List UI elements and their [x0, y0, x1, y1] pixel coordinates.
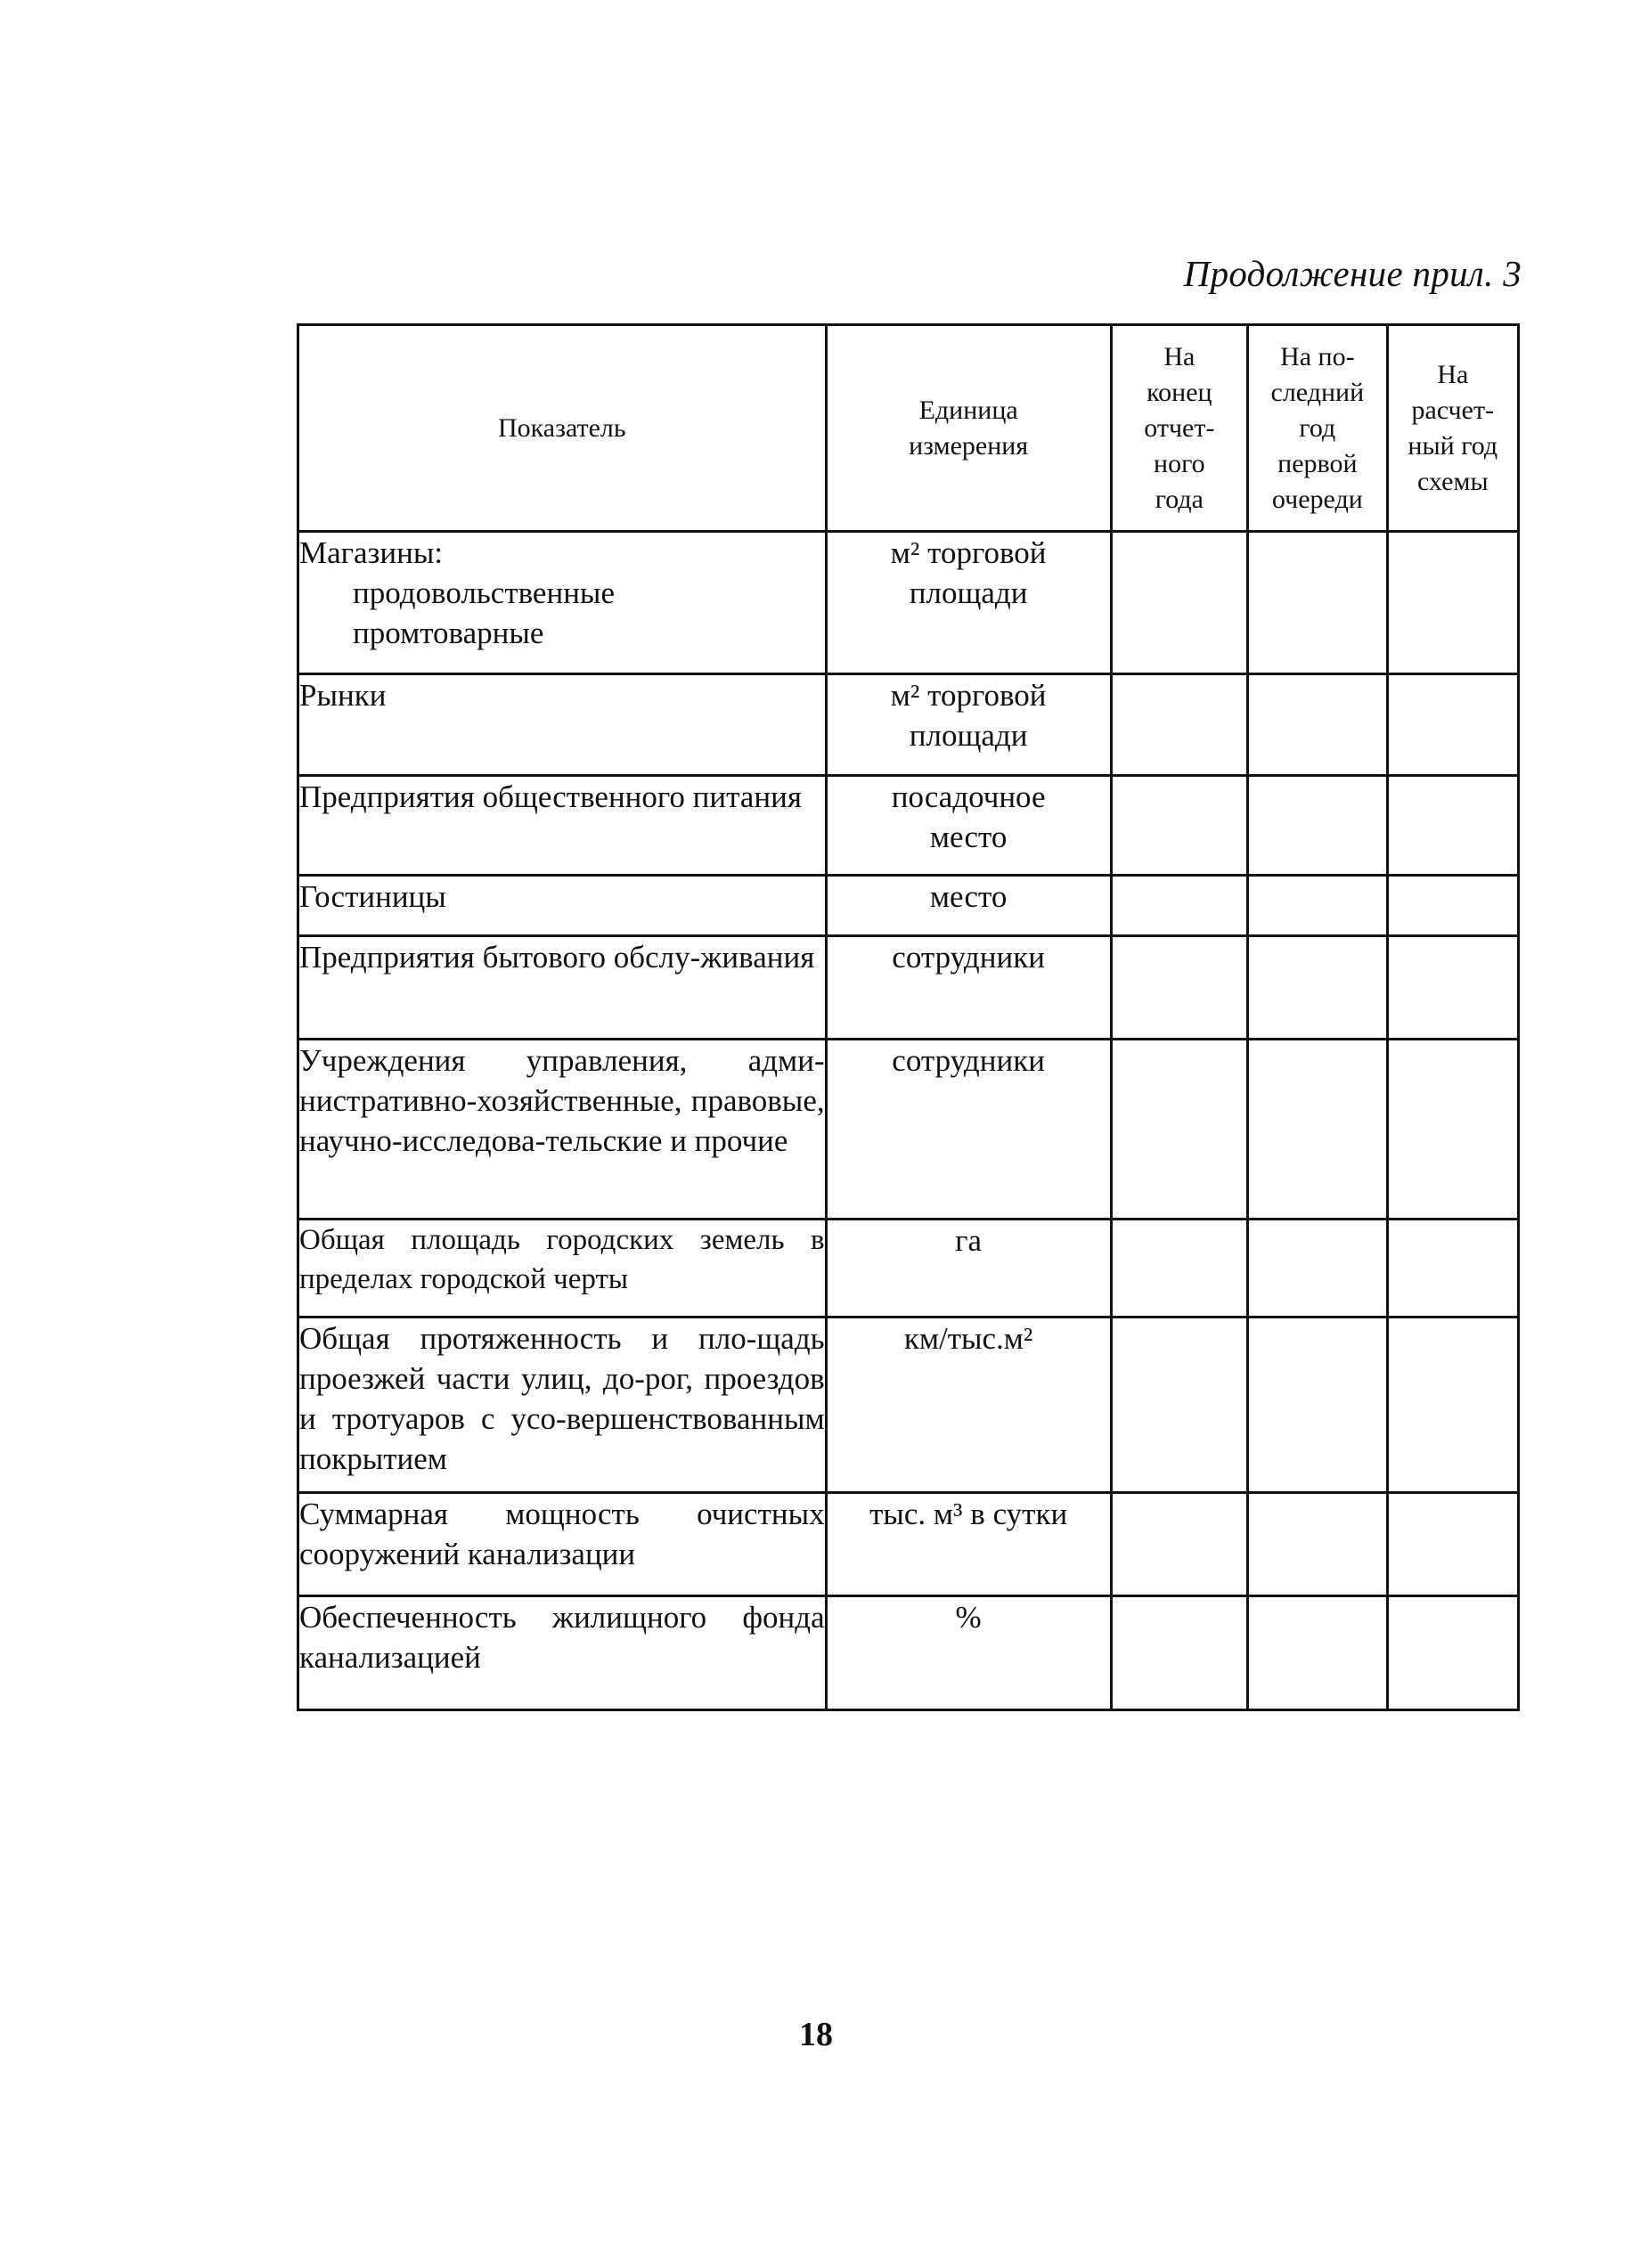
- cell-end-of-year: [1111, 1220, 1247, 1318]
- row-indicator: Общая протяженность и пло-щадь проезжей части улиц, до-рог, проездов и тротуаров с усо-вершенствованным покрытием: [298, 1318, 827, 1493]
- row-indicator-subline: промтоварные: [353, 616, 544, 650]
- header-first-stage-line: На по-: [1280, 341, 1355, 371]
- cell-end-of-year: [1111, 776, 1247, 876]
- cell-first-stage: [1248, 876, 1387, 936]
- cell-first-stage: [1248, 532, 1387, 674]
- cell-first-stage: [1248, 1318, 1387, 1493]
- row-indicator: Суммарная мощность очистных сооружений канализации: [298, 1493, 827, 1596]
- cell-first-stage: [1248, 674, 1387, 776]
- cell-design-year: [1387, 1220, 1518, 1318]
- page-number: 18: [799, 2016, 833, 2053]
- cell-first-stage: [1248, 936, 1387, 1040]
- header-unit-line: Единица: [918, 395, 1018, 425]
- cell-first-stage: [1248, 1220, 1387, 1318]
- cell-end-of-year: [1111, 1318, 1247, 1493]
- row-indicator: Общая площадь городских земель в пределах городской черты: [298, 1220, 827, 1318]
- row-unit: га: [826, 1220, 1111, 1318]
- row-unit: [826, 776, 1111, 876]
- cell-first-stage: [1248, 776, 1387, 876]
- cell-design-year: [1387, 1318, 1518, 1493]
- cell-design-year: [1387, 876, 1518, 936]
- header-first-stage: [1248, 325, 1387, 532]
- table-row: [298, 1493, 1519, 1596]
- header-indicator-label: Показатель: [498, 412, 626, 443]
- table-row: [298, 776, 1519, 876]
- header-first-stage-line: следний: [1270, 377, 1365, 407]
- header-first-stage-line: год: [1299, 412, 1336, 443]
- cell-end-of-year: [1111, 936, 1247, 1040]
- row-indicator: Учреждения управления, адми-нистративно-хозяйственные, правовые, научно-исследова-тельские и прочие: [298, 1040, 827, 1220]
- row-unit: место: [826, 876, 1111, 936]
- row-indicator-line: Магазины:: [299, 535, 444, 570]
- row-unit: [826, 532, 1111, 674]
- cell-design-year: [1387, 674, 1518, 776]
- cell-end-of-year: [1111, 876, 1247, 936]
- row-unit: км/тыс.м²: [826, 1318, 1111, 1493]
- row-unit-line: посадочное: [891, 779, 1046, 814]
- header-end-of-year-line: конец: [1146, 377, 1212, 407]
- row-unit: %: [826, 1596, 1111, 1710]
- row-unit-line: место: [929, 820, 1008, 854]
- cell-end-of-year: [1111, 1040, 1247, 1220]
- row-unit-line: площади: [909, 575, 1028, 610]
- table-row: [298, 1318, 1519, 1493]
- cell-first-stage: [1248, 1040, 1387, 1220]
- table-caption: Продолжение прил. 3: [1183, 253, 1522, 294]
- header-first-stage-line: первой: [1277, 448, 1358, 478]
- table-row: [298, 1596, 1519, 1710]
- row-unit: сотрудники: [826, 1040, 1111, 1220]
- header-first-stage-line: очереди: [1271, 484, 1363, 514]
- header-design-year-line: расчет-: [1411, 395, 1495, 425]
- row-indicator: Рынки: [298, 674, 827, 776]
- header-end-of-year-line: года: [1155, 484, 1204, 514]
- row-indicator: [298, 532, 827, 674]
- header-end-of-year-line: ного: [1154, 448, 1205, 478]
- header-design-year-line: схемы: [1416, 466, 1489, 496]
- row-indicator-subline: продовольственные: [353, 575, 615, 610]
- row-indicator: Гостиницы: [298, 876, 827, 936]
- row-unit: [826, 674, 1111, 776]
- header-end-of-year-line: На: [1163, 341, 1195, 371]
- cell-end-of-year: [1111, 1493, 1247, 1596]
- indicators-table: [297, 323, 1520, 1711]
- table-row: [298, 1040, 1519, 1220]
- header-design-year-line: На: [1437, 359, 1469, 389]
- table-row: [298, 1220, 1519, 1318]
- table-row: [298, 936, 1519, 1040]
- header-end-of-year-line: отчет-: [1144, 412, 1215, 443]
- cell-design-year: [1387, 532, 1518, 674]
- cell-design-year: [1387, 1596, 1518, 1710]
- row-unit-line: м² торговой: [890, 678, 1047, 713]
- row-indicator: Предприятия общественного питания: [298, 776, 827, 876]
- header-design-year: [1387, 325, 1518, 532]
- header-indicator: [298, 325, 827, 532]
- row-unit-line: м² торговой: [890, 535, 1047, 570]
- header-unit: [826, 325, 1111, 532]
- cell-design-year: [1387, 1493, 1518, 1596]
- table-row: [298, 876, 1519, 936]
- header-design-year-line: ный год: [1408, 430, 1498, 461]
- cell-end-of-year: [1111, 532, 1247, 674]
- row-unit: тыс. м³ в сутки: [826, 1493, 1111, 1596]
- row-unit-line: площади: [909, 718, 1028, 753]
- row-indicator: Обеспеченность жилищного фонда канализацией: [298, 1596, 827, 1710]
- cell-design-year: [1387, 936, 1518, 1040]
- row-unit: сотрудники: [826, 936, 1111, 1040]
- cell-first-stage: [1248, 1596, 1387, 1710]
- header-unit-line: измерения: [909, 430, 1029, 461]
- table-row: [298, 532, 1519, 674]
- cell-end-of-year: [1111, 674, 1247, 776]
- table-row: [298, 674, 1519, 776]
- cell-design-year: [1387, 776, 1518, 876]
- header-end-of-year: [1111, 325, 1247, 532]
- table-header-row: [298, 325, 1519, 532]
- cell-design-year: [1387, 1040, 1518, 1220]
- row-indicator: Предприятия бытового обслу-живания: [298, 936, 827, 1040]
- cell-first-stage: [1248, 1493, 1387, 1596]
- cell-end-of-year: [1111, 1596, 1247, 1710]
